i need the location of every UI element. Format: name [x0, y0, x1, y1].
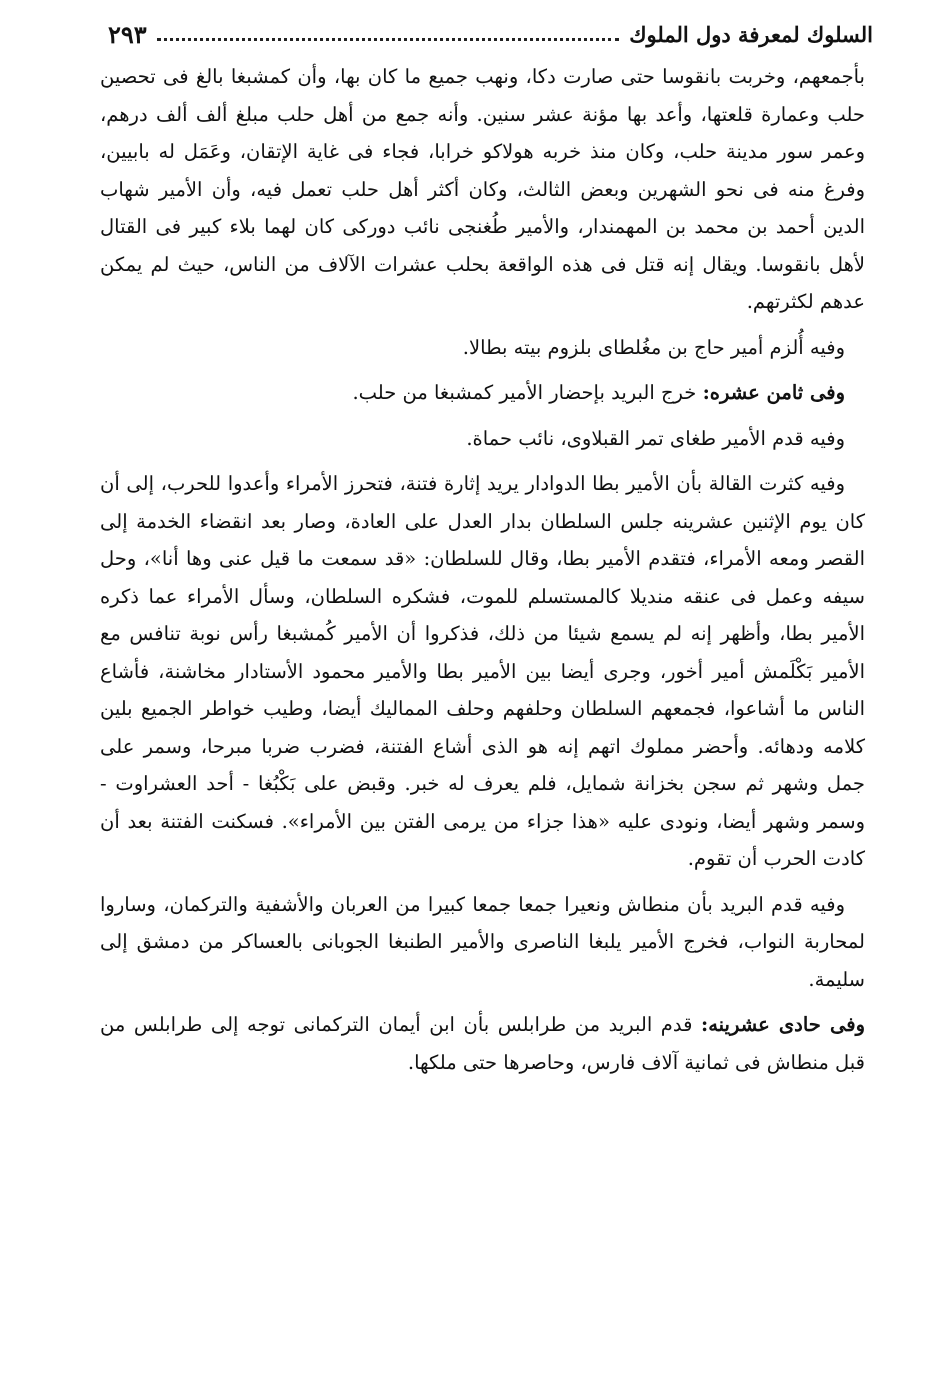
- paragraph-text: وفيه أُلزم أمير حاج بن مغُلطاى بلزوم بيته بطالا.: [462, 335, 845, 359]
- paragraph: [100, 465, 865, 878]
- paragraph: [100, 420, 865, 458]
- paragraph: [100, 329, 865, 367]
- dot-leader: [157, 28, 620, 41]
- paragraph-text: بأجمعهم، وخربت بانقوسا حتى صارت دكا، ونهب جميع ما كان بها، وأن كمشبغا بالغ فى تحصين حلب وعمارة قلعتها، وأعد بها مؤنة عشر سنين. وأنه جمع من أهل حلب مبلغ ألف ألف درهم، وعمر سور مدينة حلب، وكان منذ خربه هولاكو خرابا، فجاء فى غاية الإتقان، وعَمَل له بابيين، وفرغ منه فى نحو الشهرين وبعض الثالث، وكان أكثر أهل حلب تعمل فيه، وأن الأمير شهاب الدين أحمد بن محمد بن المهمندار، والأمير طُغنجى نائب دوركى كان لهما بلاء كبير فى القتال لأهل بانقوسا. ويقال إنه قتل فى هذه الواقعة بحلب عشرات الآلاف من الناس، حيث لم يمكن عدهم لكثرتهم.: [100, 65, 865, 313]
- paragraph-text: خرج البريد بإحضار الأمير كمشبغا من حلب.: [352, 381, 703, 404]
- paragraph-text: وفيه قدم البريد بأن منطاش ونعيرا جمعا جمعا كبيرا من العربان والأشفية والتركمان، وساروا لمحاربة النواب، فخرج الأمير يلبغا الناصرى والأمير الطنبغا الجوبانى بالعساكر من دمشق إلى سليمة.: [100, 892, 865, 991]
- page-header: [108, 14, 873, 54]
- paragraph-text: وفيه كثرت القالة بأن الأمير بطا الدوادار يريد إثارة فتنة، فتحرز الأمراء وأعدوا للحرب، إلى أن كان يوم الإثنين عشرينه جلس السلطان بدار العدل على العادة، وصار بعد انقضاء الخدمة إلى القصر ومعه الأمراء، فتقدم الأمير بطا، وقال للسلطان: «قد سمعت ما قيل عنى وها أنا»، وحل سيفه وعمل فى عنقه منديلا كالمستسلم للموت، فشكره السلطان، وسأل الأمراء عما ذكره الأمير بطا، وأظهر إنه لم يسمع شيئا من ذلك، فذكروا أن الأمير كُمشبغا رأس نوبة تنافس مع الأمير بَكْلَمش أمير أخور، وجرى أيضا بين الأمير بطا والأمير محمود الأستادار مخاشنة، فأشاع الناس ما أشاعوا، فجمعهم السلطان وحلفهم وحلف المماليك أيضا، وطيب خواطر الجميع بلين كلامه ودهائه. وأحضر مملوك اتهم إنه هو الذى أشاع الفتنة، فضرب ضربا مبرحا، وسمر على جمل وشهر ثم سجن بخزانة شمايل، فلم يعرف له خبر. وقبض على بَكْبُغا - أحد العشراوت - وسمر وشهر أيضا، ونودى عليه «هذا جزاء من يرمى الفتن بين الأمراء». فسكنت الفتنة بعد أن كادت الحرب أن تقوم.: [100, 472, 865, 870]
- running-title: السلوك لمعرفة دول الملوك: [629, 21, 873, 47]
- paragraph-lead: وفى ثامن عشره:: [702, 381, 845, 404]
- paragraph-text: قدم البريد من طرابلس بأن ابن أيمان التركمانى توجه إلى طرابلس من قبل منطاش فى ثمانية آلاف فارس، وحاصرها حتى ملكها.: [100, 1013, 865, 1074]
- paragraph: [100, 58, 865, 321]
- paragraph: [100, 374, 865, 412]
- paragraph-lead: وفى حادى عشرينه:: [701, 1013, 865, 1036]
- paragraph: [100, 886, 865, 999]
- paragraph: [100, 1006, 865, 1081]
- page-number: ٢٩٣: [108, 19, 147, 49]
- main-text: [100, 58, 865, 1089]
- paragraph-text: وفيه قدم الأمير طغاى تمر القبلاوى، نائب حماة.: [466, 426, 845, 450]
